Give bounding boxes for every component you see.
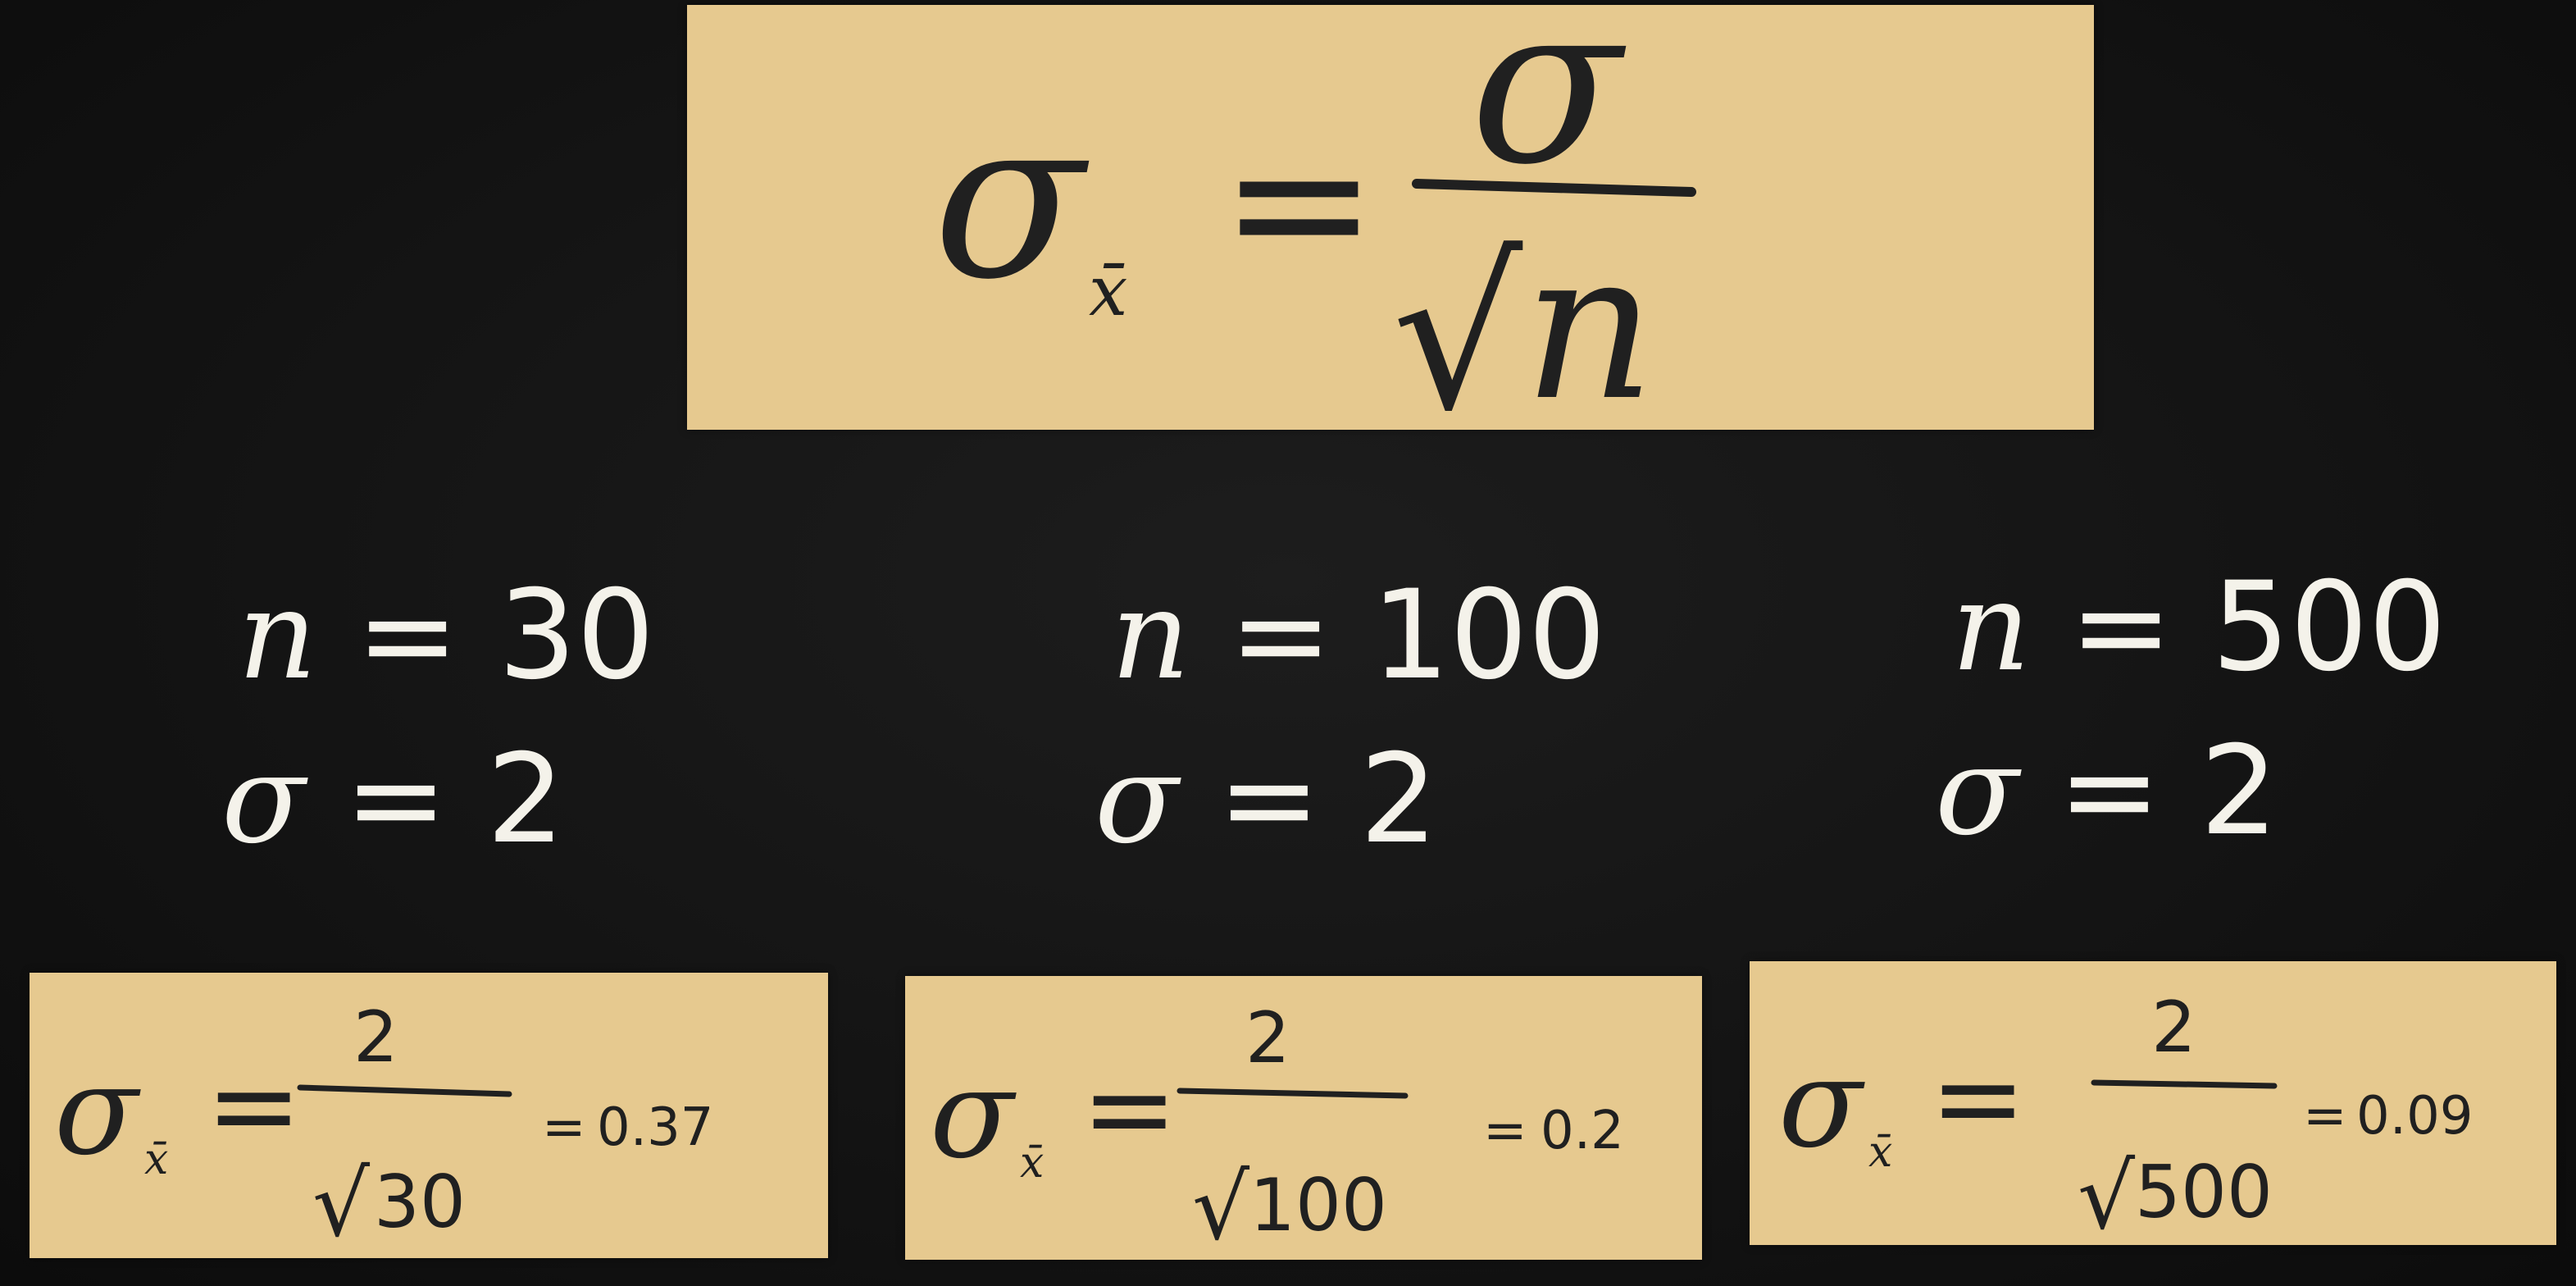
result-1-numerator: 2	[353, 996, 398, 1079]
main-radical-sign: √	[1392, 217, 1523, 455]
result-2-radicand: 100	[1249, 1163, 1387, 1247]
result-3-sigma: σ	[1778, 1033, 1863, 1175]
result-card-2	[905, 976, 1702, 1260]
result-3-numerator: 2	[2151, 987, 2196, 1069]
case-3-n-var: n	[1951, 556, 2031, 699]
main-fraction-bar	[1417, 184, 1691, 192]
case-1-n-equals: =	[356, 564, 459, 707]
case-3-n-value: 500	[2211, 556, 2446, 699]
result-2-numerator: 2	[1245, 997, 1290, 1079]
main-xbar-subscript: x̄	[1089, 251, 1128, 331]
case-3-sigma-symbol: σ	[1935, 720, 2019, 863]
case-2-sigma-value: 2	[1359, 728, 1438, 871]
main-formula	[687, 0, 2094, 455]
result-2-result-equals: =	[1483, 1101, 1527, 1161]
case-1-n-value: 30	[498, 564, 655, 707]
result-1-result-equals: =	[542, 1097, 586, 1158]
case-2-n-var: n	[1111, 564, 1190, 707]
result-1-radicand: 30	[374, 1160, 466, 1244]
result-1-fraction-bar	[300, 1088, 509, 1094]
case-3-sigma-equals: =	[2058, 720, 2161, 863]
case-1-sigma-value: 2	[486, 728, 565, 871]
case-3-sigma-value: 2	[2200, 720, 2278, 863]
result-3-value: 0.09	[2356, 1086, 2474, 1147]
result-2-equals: =	[1081, 1042, 1178, 1176]
result-1-xbar-subscript: x̄	[144, 1135, 169, 1184]
case-1-sigma-symbol: σ	[221, 728, 306, 871]
case-1-n-var: n	[238, 564, 317, 707]
case-1-n-line	[238, 564, 655, 707]
case-2-n-line	[1111, 564, 1606, 707]
main-denominator-n: n	[1523, 207, 1656, 445]
case-2-sigma-line	[1095, 728, 1438, 871]
result-2-xbar-subscript: x̄	[1020, 1138, 1045, 1188]
result-formula-1	[30, 973, 828, 1258]
result-1-equals: =	[206, 1039, 303, 1173]
case-1-sigma-line	[221, 728, 565, 871]
result-2-radical: √	[1192, 1155, 1250, 1260]
result-3-equals: =	[1930, 1032, 2027, 1165]
result-formula-2	[905, 976, 1702, 1260]
result-card-1	[30, 973, 828, 1258]
result-3-result-equals: =	[2303, 1086, 2347, 1147]
case-2-sigma-symbol: σ	[1095, 728, 1179, 871]
case-2-n-equals: =	[1229, 564, 1332, 707]
result-1-radical: √	[312, 1151, 371, 1256]
result-3-fraction-bar	[2094, 1083, 2274, 1086]
case-1-sigma-equals: =	[344, 728, 448, 871]
result-3-radicand: 500	[2135, 1150, 2273, 1234]
main-sigma-symbol: σ	[933, 70, 1085, 328]
result-2-sigma: σ	[930, 1043, 1014, 1186]
result-formula-3	[1750, 961, 2556, 1249]
main-equals-sign: =	[1220, 93, 1378, 312]
result-1-value: 0.37	[597, 1097, 714, 1158]
result-3-radical: √	[2078, 1144, 2136, 1249]
result-2-fraction-bar	[1180, 1091, 1405, 1096]
result-3-xbar-subscript: x̄	[1868, 1128, 1893, 1177]
result-card-3	[1750, 961, 2556, 1249]
case-3-n-line	[1951, 556, 2446, 699]
main-formula-card	[687, 0, 2094, 455]
case-3-n-equals: =	[2069, 556, 2173, 699]
result-1-sigma: σ	[54, 1040, 139, 1183]
case-2-sigma-equals: =	[1217, 728, 1321, 871]
main-numerator-sigma: σ	[1470, 0, 1622, 213]
case-3-sigma-line	[1935, 720, 2278, 863]
result-2-value: 0.2	[1541, 1101, 1624, 1161]
case-2-n-value: 100	[1371, 564, 1606, 707]
